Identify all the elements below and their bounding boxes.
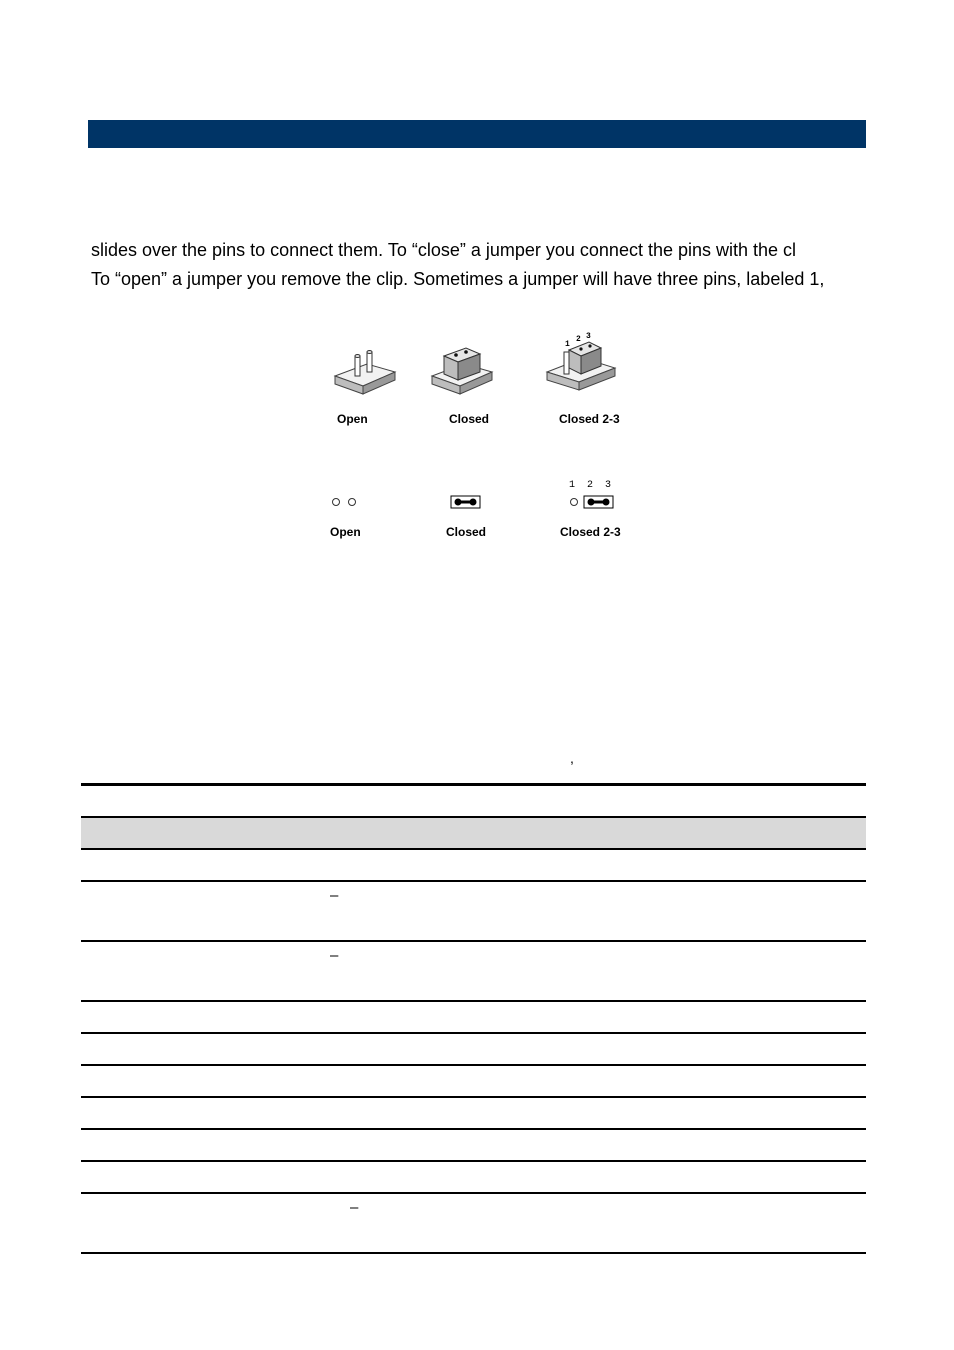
- table-cell-dash: –: [330, 947, 339, 964]
- table-rule: [81, 1000, 866, 1002]
- table-rule: [81, 848, 866, 850]
- section-header-bar: [88, 120, 866, 148]
- label-closed-2-3-3d: Closed 2-3: [559, 412, 620, 426]
- pin-number-2-3d: 2: [576, 335, 581, 344]
- table-rule: [81, 1160, 866, 1162]
- jumper-closed-2-3-3d-icon: [545, 336, 619, 396]
- table-rule: [81, 1128, 866, 1130]
- jumper-open-3d-icon: [333, 348, 399, 398]
- pin-numbers-2d: 1 2 3: [569, 480, 612, 491]
- pin-number-3-3d: 3: [586, 332, 591, 341]
- table-cell-dash: –: [330, 887, 339, 904]
- table-rule: [81, 1032, 866, 1034]
- paragraph-line-2: To “open” a jumper you remove the clip. Sometimes a jumper will have three pins, labeled 1,: [91, 269, 825, 289]
- table-rule: [81, 816, 866, 818]
- label-closed-2d: Closed: [446, 525, 487, 539]
- label-closed-3d: Closed: [449, 412, 490, 426]
- table-rule: [81, 940, 866, 942]
- table-rule: [81, 1096, 866, 1098]
- table-header-row: [81, 818, 866, 849]
- table-rule: [81, 1192, 866, 1194]
- label-open-2d: Open: [330, 525, 361, 539]
- label-open-3d: Open: [337, 412, 368, 426]
- jumper-open-2d-icon: [330, 496, 360, 508]
- pin-number-1-3d: 1: [565, 340, 570, 349]
- table-rule: [81, 1064, 866, 1066]
- table-bottom-rule: [81, 1252, 866, 1254]
- jumper-closed-2d-icon: [450, 495, 482, 509]
- table-rule: [81, 880, 866, 882]
- jumper-closed-3d-icon: [430, 344, 496, 398]
- table-cell-dash: –: [350, 1199, 359, 1216]
- label-closed-2-3-2d: Closed 2-3: [560, 525, 621, 539]
- jumper-closed-2-3-2d-icon: [567, 495, 615, 509]
- table-top-rule: [81, 783, 866, 786]
- paragraph-line-1: slides over the pins to connect them. To “close” a jumper you connect the pins with the cl: [91, 240, 797, 260]
- stray-comma: ,: [570, 750, 574, 766]
